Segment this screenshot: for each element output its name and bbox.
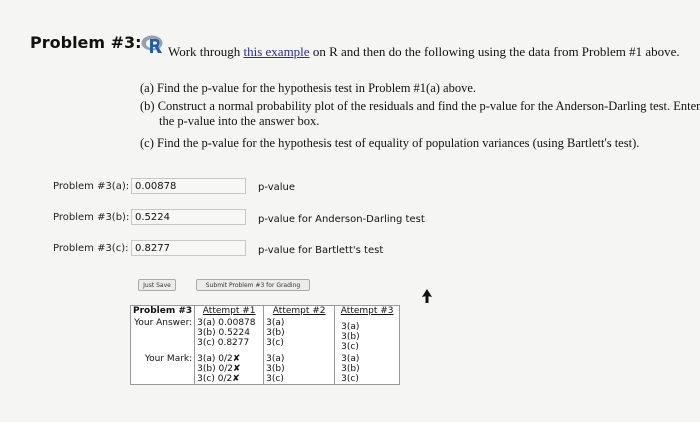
answer-label-a: Problem #3(a): — [53, 181, 130, 192]
attempt-3-marks: 3(a) 3(b) 3(c) — [335, 352, 400, 385]
question-c: (c) Find the p-value for the hypothesis test of equality of population variances (using Bartlett's test). — [140, 136, 640, 150]
problem-title: Problem #3: — [30, 33, 142, 52]
question-a: (a) Find the p-value for the hypothesis test in Problem #1(a) above. — [140, 81, 477, 95]
wrong-mark-icon: ✘ — [232, 364, 241, 374]
answer-input-a[interactable]: 0.00878 — [131, 178, 246, 194]
answer-label-c: Problem #3(c): — [53, 243, 129, 254]
mouse-cursor-icon — [420, 288, 434, 304]
your-mark-label: Your Mark: — [131, 352, 195, 385]
wrong-mark-icon: ✘ — [232, 354, 241, 364]
attempts-header-row — [131, 306, 400, 317]
attempts-header-1: Attempt #1 — [195, 306, 264, 317]
answer-desc-c: p-value for Bartlett's test — [258, 245, 384, 256]
r-logo-icon — [141, 34, 165, 54]
attempt-1-marks: 3(a) 0/2✘ 3(b) 0/2✘ 3(c) 0/2✘ — [195, 352, 264, 385]
example-link[interactable]: this example — [243, 44, 310, 59]
answer-desc-a: p-value — [258, 182, 296, 193]
answer-input-c[interactable]: 0.8277 — [131, 240, 246, 256]
question-b-cont: the p-value into the answer box. — [159, 114, 320, 128]
just-save-button[interactable]: Just Save — [138, 279, 176, 291]
answer-input-b[interactable]: 0.5224 — [131, 209, 246, 225]
attempts-table — [130, 305, 400, 385]
answer-label-b: Problem #3(b): — [53, 212, 130, 223]
question-b: (b) Construct a normal probability plot of the residuals and find the p-value for the Anderson-Darling test. Enter — [140, 99, 700, 113]
problem-intro: Work through this example on R and then do the following using the data from Problem #1 above. — [168, 44, 680, 59]
your-answer-label: Your Answer: — [131, 316, 195, 352]
your-mark-row — [131, 352, 400, 385]
attempt-2-answers: 3(a) 3(b) 3(c) — [264, 316, 335, 352]
attempts-header-problem: Problem #3 — [131, 306, 195, 317]
answer-desc-b: p-value for Anderson-Darling test — [258, 214, 425, 225]
attempt-1-answers: 3(a) 0.00878 3(b) 0.5224 3(c) 0.8277 — [195, 316, 264, 352]
attempts-header-2: Attempt #2 — [264, 306, 335, 317]
submit-button[interactable]: Submit Problem #3 for Grading — [196, 279, 310, 291]
wrong-mark-icon: ✘ — [232, 374, 240, 384]
attempts-header-3: Attempt #3 — [335, 306, 400, 317]
attempt-2-marks: 3(a) 3(b) 3(c) — [264, 352, 335, 385]
attempt-3-answers: 3(a) 3(b) 3(c) — [335, 316, 400, 352]
your-answer-row — [131, 316, 400, 352]
